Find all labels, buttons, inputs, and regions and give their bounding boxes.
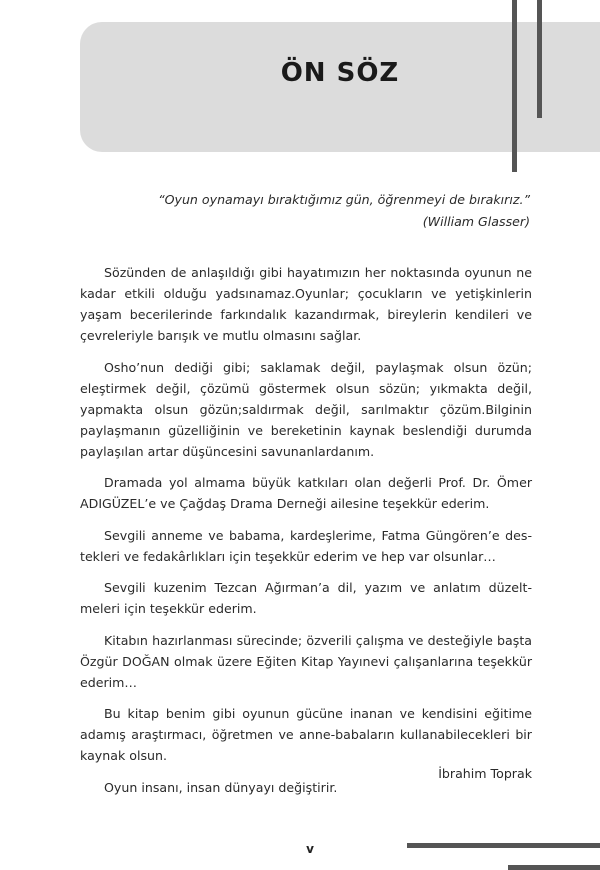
paragraph: Sevgili kuzenim Tezcan Ağırman’a dil, yazım ve anlatım düzeltmeleri için teşekkür ederim. <box>80 580 532 616</box>
paragraph: Osho’nun dediği gibi; saklamak değil, paylaşmak olsun özün; eleştirmek değil, çözümü göstermek olsun sözün; yıkmakta değil, yapmakta olsun gözün;saldırmak değil, sarılmaktır çözüm.Bilginin paylaşmanın güzelliğinin ve bereketinin kaynak beslendiği durumda paylaşılan artar düşüncesini savunanlardanım. <box>80 359 532 459</box>
paragraph: Kitabın hazırlanması sürecinde; özverili çalışma ve desteğiyle başta Özgür DOĞAN olmak üzere Eğiten Kitap Yayınevi çalışanlarına teşekkür ederim… <box>80 632 532 690</box>
epigraph-author: (William Glasser) <box>422 214 530 229</box>
page-number: v <box>306 842 314 856</box>
decorative-vertical-bar <box>512 0 517 172</box>
paragraph: Oyun insanı, insan dünyayı değiştirir. <box>104 779 338 795</box>
paragraph: Bu kitap benim gibi oyunun gücüne inanan ve kendisini eğitime adamış araştırmacı, öğretmen ve anne-babaların kullanabilecekleri bir kaynak olsun. <box>80 706 532 763</box>
paragraph: Sözünden de anlaşıldığı gibi hayatımızın her noktasında oyunun ne kadar etkili olduğu yadsınamaz.Oyunlar; çocukların ve yetişkinlerin yaşam becerilerinde farkındalık kazandırmak, bireylerin kendileri ve çevreleriyle barışık ve mutlu olmasını sağlar. <box>80 265 532 343</box>
decorative-horizontal-bar <box>508 865 600 870</box>
epigraph-quote: “Oyun oynamayı bıraktığımız gün, öğrenmeyi de bırakırız.” <box>158 192 530 207</box>
signature: İbrahim Toprak <box>438 766 532 781</box>
page-title: ÖN SÖZ <box>280 58 400 88</box>
decorative-vertical-bar <box>537 0 542 118</box>
epigraph <box>150 189 530 233</box>
decorative-horizontal-bar <box>407 843 600 848</box>
paragraph: Dramada yol almama büyük katkıları olan değerli Prof. Dr. Ömer ADIGÜZEL’e ve Çağdaş Drama Derneği ailesine teşekkür ederim. <box>80 475 532 511</box>
foreword-body <box>80 262 532 808</box>
paragraph: Sevgili anneme ve babama, kardeşlerime, Fatma Güngören’e destekleri ve fedakârlıkları için teşekkür ederim ve hep var olsunlar… <box>80 527 532 564</box>
